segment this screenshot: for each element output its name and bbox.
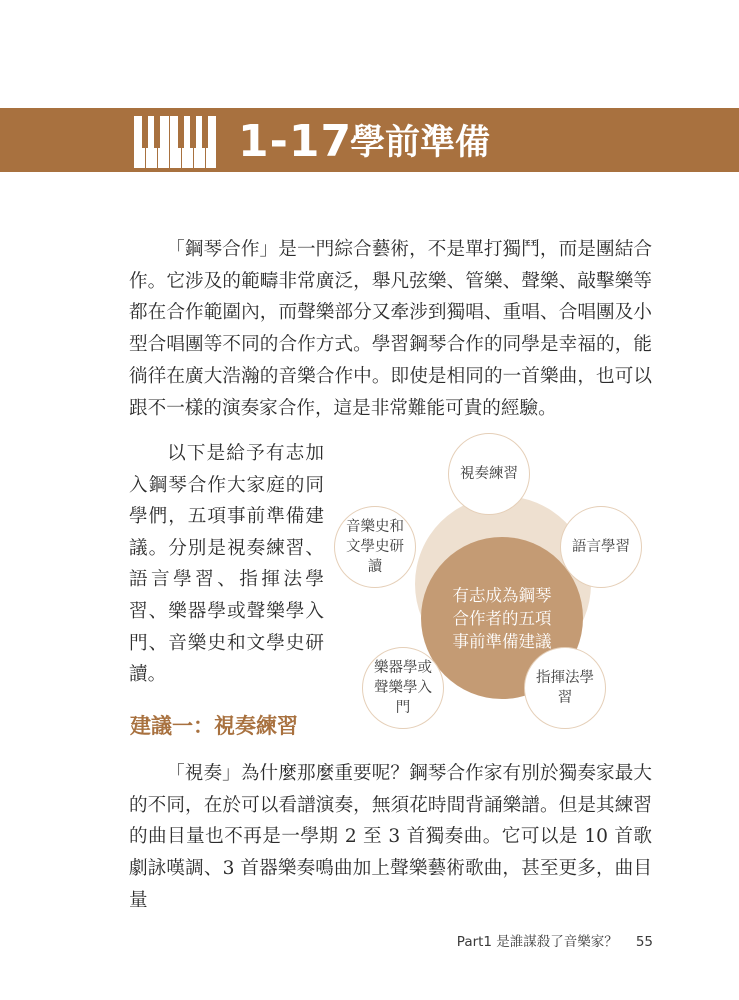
node-label: 指揮法學習 [536,670,594,706]
diagram-node-sight-reading [448,433,530,515]
sight-reading-paragraph [129,758,652,917]
diagram-center-label: 有志成為鋼琴合作者的五項事前準備建議 [452,585,552,651]
suggestions-intro-text: 以下是給予有志加入鋼琴合作大家庭的同學們，五項事前準備建議。分別是視奏練習、語言學習、指揮法學習、樂器學或聲樂學入門、音樂史和文學史研讀。 [129,443,324,686]
piano-keys-icon [133,116,217,168]
node-label: 視奏練習 [460,466,518,482]
page-footer [457,932,653,952]
node-label: 樂器學或聲樂學入門 [374,660,432,716]
suggestions-intro-paragraph [129,438,324,691]
running-title: Part1 是誰謀殺了音樂家？ [456,934,618,950]
chapter-title: 學前準備 [350,123,491,163]
sight-reading-text: 「視奏」為什麼那麼重要呢？鋼琴合作家有別於獨奏家最大的不同，在於可以看譜演奏，無須花時間背誦樂譜。但是其練習的曲目量也不再是一學期 2 至 3 首獨奏曲。它可以是 10 首歌劇詠嘆調、3 首器樂奏鳴曲加上聲樂藝術歌曲，甚至更多，曲目量 [129,763,652,911]
node-label: 音樂史和文學史研讀 [346,519,404,575]
intro-paragraph [129,234,652,424]
section-heading: 建議一：視奏練習 [130,714,298,738]
preparation-diagram [340,430,660,740]
diagram-node-history [334,506,416,588]
diagram-node-language [560,506,642,588]
intro-text: 「鋼琴合作」是一門綜合藝術，不是單打獨鬥，而是團結合作。它涉及的範疇非常廣泛，舉凡弦樂、管樂、聲樂、敲擊樂等都在合作範圍內，而聲樂部分又牽涉到獨唱、重唱、合唱團及小型合唱團等不同的合作方式。學習鋼琴合作的同學是幸福的，能徜徉在廣大浩瀚的音樂合作中。即使是相同的一首樂曲，也可以跟不一樣的演奏家合作，這是非常難能可貴的經驗。 [129,239,652,419]
diagram-node-conducting [524,647,606,729]
node-label: 語言學習 [572,539,630,555]
chapter-number: 1-17 [238,116,353,167]
diagram-node-instruments [362,647,444,729]
page-number: 55 [635,934,653,950]
